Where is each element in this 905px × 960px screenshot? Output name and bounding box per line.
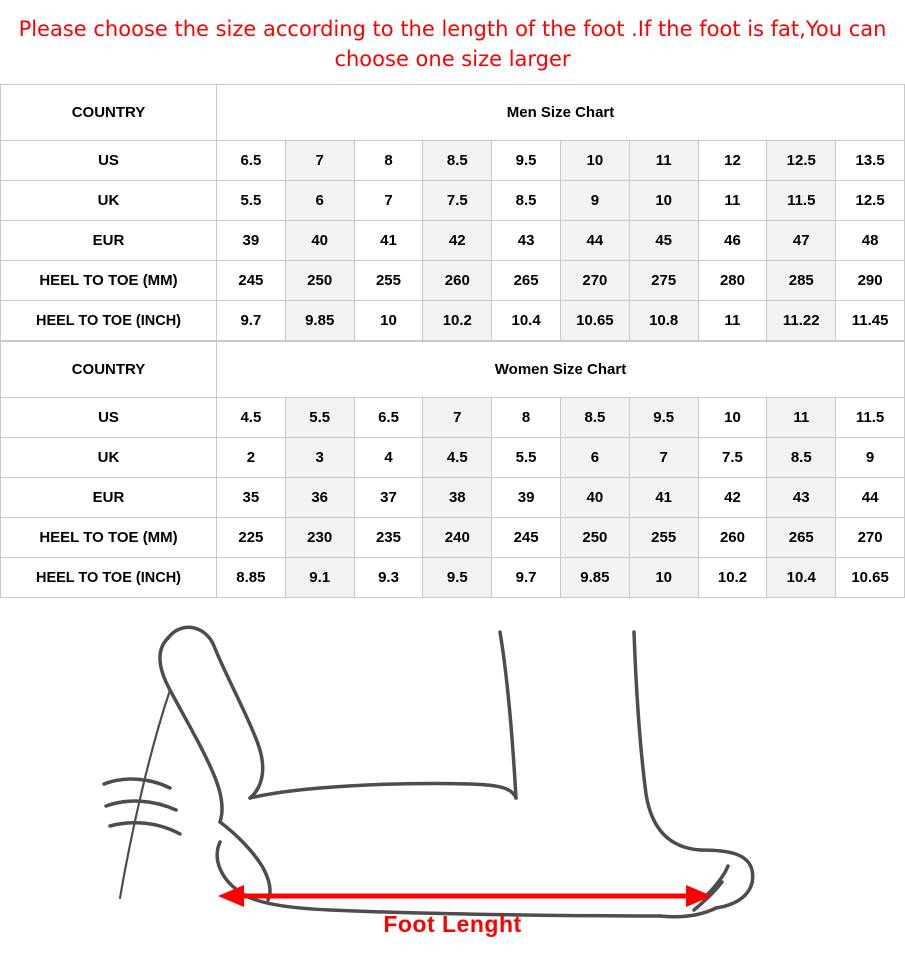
cell: 255 (629, 518, 698, 558)
cell: 235 (354, 518, 423, 558)
cell: 11 (767, 398, 836, 438)
cell: 10.2 (423, 301, 492, 341)
cell: 10.65 (560, 301, 629, 341)
cell: 38 (423, 478, 492, 518)
cell: 36 (285, 478, 354, 518)
notice-text: Please choose the size according to the length of the foot .If the foot is fat,You can choose one size larger (18, 17, 887, 71)
cell: 40 (560, 478, 629, 518)
cell: 9.5 (492, 141, 561, 181)
cell: 37 (354, 478, 423, 518)
cell: 10.4 (767, 558, 836, 598)
cell: 39 (217, 221, 286, 261)
cell: 290 (836, 261, 905, 301)
cell: 4.5 (217, 398, 286, 438)
cell: 5.5 (285, 398, 354, 438)
cell: 41 (629, 478, 698, 518)
cell: 8 (492, 398, 561, 438)
row-label: US (1, 141, 217, 181)
cell: 9.1 (285, 558, 354, 598)
cell: 250 (285, 261, 354, 301)
row-label: US (1, 398, 217, 438)
table-row (1, 261, 905, 301)
cell: 7.5 (698, 438, 767, 478)
table-row (1, 398, 905, 438)
cell: 10 (354, 301, 423, 341)
cell: 10.4 (492, 301, 561, 341)
table-row (1, 181, 905, 221)
cell: 7 (423, 398, 492, 438)
cell: 7 (629, 438, 698, 478)
row-label: EUR (1, 221, 217, 261)
table-row (1, 478, 905, 518)
cell: 270 (560, 261, 629, 301)
women-size-table (0, 341, 905, 598)
men-size-table (0, 84, 905, 341)
cell: 225 (217, 518, 286, 558)
cell: 44 (560, 221, 629, 261)
cell: 245 (217, 261, 286, 301)
cell: 285 (767, 261, 836, 301)
cell: 6 (560, 438, 629, 478)
row-label: UK (1, 438, 217, 478)
cell: 10.65 (836, 558, 905, 598)
cell: 44 (836, 478, 905, 518)
men-title: Men Size Chart (217, 85, 905, 141)
cell: 265 (492, 261, 561, 301)
row-label: HEEL TO TOE (INCH) (1, 558, 217, 598)
cell: 42 (423, 221, 492, 261)
cell: 9.3 (354, 558, 423, 598)
cell: 6.5 (217, 141, 286, 181)
cell: 2 (217, 438, 286, 478)
cell: 6.5 (354, 398, 423, 438)
cell: 240 (423, 518, 492, 558)
cell: 45 (629, 221, 698, 261)
cell: 7.5 (423, 181, 492, 221)
cell: 11.5 (836, 398, 905, 438)
cell: 7 (354, 181, 423, 221)
cell: 39 (492, 478, 561, 518)
row-label: HEEL TO TOE (MM) (1, 518, 217, 558)
women-country-header: COUNTRY (1, 342, 217, 398)
cell: 5.5 (492, 438, 561, 478)
cell: 10 (560, 141, 629, 181)
cell: 9.5 (423, 558, 492, 598)
cell: 250 (560, 518, 629, 558)
cell: 9.7 (492, 558, 561, 598)
cell: 7 (285, 141, 354, 181)
cell: 245 (492, 518, 561, 558)
cell: 42 (698, 478, 767, 518)
cell: 10 (629, 181, 698, 221)
cell: 6 (285, 181, 354, 221)
cell: 260 (423, 261, 492, 301)
cell: 46 (698, 221, 767, 261)
men-country-header: COUNTRY (1, 85, 217, 141)
cell: 9.5 (629, 398, 698, 438)
cell: 13.5 (836, 141, 905, 181)
cell: 8.5 (423, 141, 492, 181)
cell: 3 (285, 438, 354, 478)
cell: 12 (698, 141, 767, 181)
women-title: Women Size Chart (217, 342, 905, 398)
cell: 11 (698, 301, 767, 341)
cell: 9 (560, 181, 629, 221)
table-row (1, 438, 905, 478)
cell: 9 (836, 438, 905, 478)
cell: 4.5 (423, 438, 492, 478)
cell: 4 (354, 438, 423, 478)
cell: 270 (836, 518, 905, 558)
men-header-row (1, 85, 905, 141)
women-header-row (1, 342, 905, 398)
cell: 8.85 (217, 558, 286, 598)
cell: 35 (217, 478, 286, 518)
cell: 47 (767, 221, 836, 261)
cell: 230 (285, 518, 354, 558)
cell: 11 (698, 181, 767, 221)
row-label: EUR (1, 478, 217, 518)
cell: 9.85 (560, 558, 629, 598)
cell: 10 (698, 398, 767, 438)
cell: 11.5 (767, 181, 836, 221)
cell: 8.5 (560, 398, 629, 438)
cell: 12.5 (836, 181, 905, 221)
cell: 275 (629, 261, 698, 301)
cell: 9.7 (217, 301, 286, 341)
cell: 41 (354, 221, 423, 261)
cell: 11.22 (767, 301, 836, 341)
cell: 280 (698, 261, 767, 301)
cell: 8.5 (492, 181, 561, 221)
cell: 255 (354, 261, 423, 301)
cell: 43 (767, 478, 836, 518)
cell: 11 (629, 141, 698, 181)
cell: 9.85 (285, 301, 354, 341)
table-row (1, 141, 905, 181)
cell: 40 (285, 221, 354, 261)
row-label: UK (1, 181, 217, 221)
cell: 10.2 (698, 558, 767, 598)
row-label: HEEL TO TOE (INCH) (1, 301, 217, 341)
cell: 260 (698, 518, 767, 558)
table-row (1, 301, 905, 341)
table-row (1, 518, 905, 558)
cell: 8 (354, 141, 423, 181)
cell: 48 (836, 221, 905, 261)
foot-diagram (0, 598, 905, 948)
row-label: HEEL TO TOE (MM) (1, 261, 217, 301)
cell: 10 (629, 558, 698, 598)
table-row (1, 221, 905, 261)
table-row (1, 558, 905, 598)
cell: 5.5 (217, 181, 286, 221)
cell: 12.5 (767, 141, 836, 181)
arrow-head-left (218, 885, 244, 907)
cell: 43 (492, 221, 561, 261)
foot-length-label: Foot Lenght (383, 911, 522, 937)
cell: 10.8 (629, 301, 698, 341)
cell: 11.45 (836, 301, 905, 341)
cell: 8.5 (767, 438, 836, 478)
cell: 265 (767, 518, 836, 558)
foot-illustration-svg (0, 598, 905, 948)
